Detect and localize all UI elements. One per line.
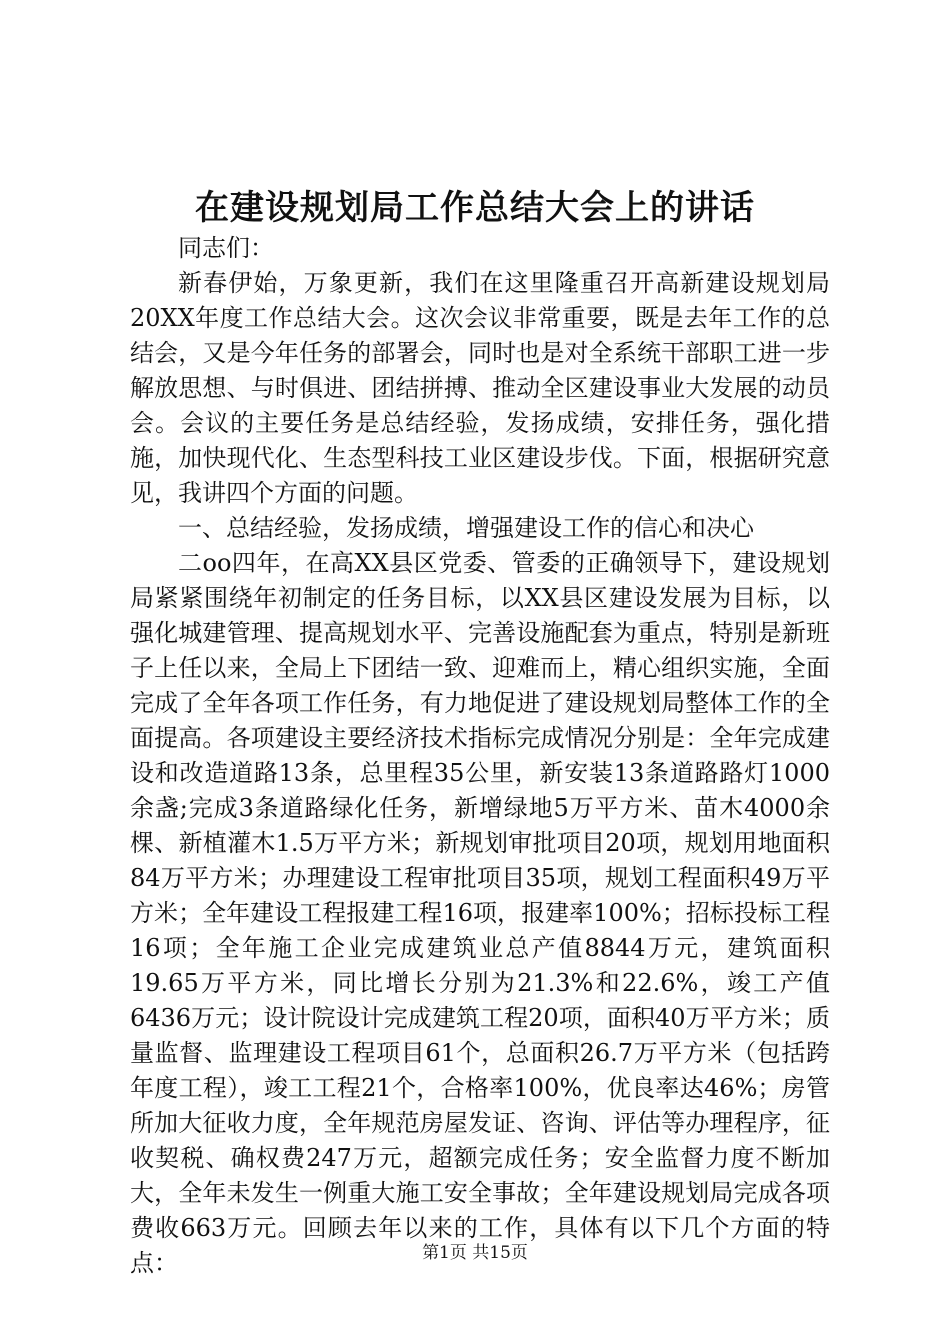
paragraph-opening: 新春伊始，万象更新，我们在这里隆重召开高新建设规划局20XX年度工作总结大会。这次会议非常重要，既是去年工作的总结会，又是今年任务的部署会，同时也是对全系统干部职工进一步解放思想、与时俱进、团结拼搏、推动全区建设事业大发展的动员会。会议的主要任务是总结经验，发扬成绩，安排任务，强化措施，加快现代化、生态型科技工业区建设步伐。下面，根据研究意见，我讲四个方面的问题。: [130, 269, 830, 507]
salutation: 同志们：: [178, 234, 274, 262]
document-title: 在建设规划局工作总结大会上的讲话: [195, 188, 755, 228]
document-body: [130, 231, 830, 1281]
page-number-footer: 第1页 共15页: [422, 1243, 528, 1263]
section-heading-1: 一、总结经验，发扬成绩，增强建设工作的信心和决心: [178, 514, 754, 542]
paragraph-achievements: 二oo四年，在高XX县区党委、管委的正确领导下，建设规划局紧紧围绕年初制定的任务目标，以XX县区建设发展为目标，以强化城建管理、提高规划水平、完善设施配套为重点，特别是新班子上任以来，全局上下团结一致、迎难而上，精心组织实施，全面完成了全年各项工作任务，有力地促进了建设规划局整体工作的全面提高。各项建设主要经济技术指标完成情况分别是：全年完成建设和改造道路13条，总里程35公里，新安装13条道路路灯1000余盏;完成3条道路绿化任务，新增绿地5万平方米、苗木4000余棵、新植灌木1.5万平方米；新规划审批项目20项，规划用地面积84万平方米；办理建设工程审批项目35项，规划工程面积49万平方米；全年建设工程报建工程16项，报建率100%；招标投标工程16项；全年施工企业完成建筑业总产值8844万元，建筑面积19.65万平方米，同比增长分别为21.3%和22.6%，竣工产值6436万元；设计院设计完成建筑工程20项，面积40万平方米；质量监督、监理建设工程项目61个，总面积26.7万平方米（包括跨年度工程），竣工工程21个，合格率100%，优良率达46%；房管所加大征收力度，全年规范房屋发证、咨询、评估等办理程序，征收契税、确权费247万元，超额完成任务；安全监督力度不断加大，全年未发生一例重大施工安全事故；全年建设规划局完成各项费收663万元。回顾去年以来的工作，具体有以下几个方面的特点：: [130, 549, 830, 1277]
